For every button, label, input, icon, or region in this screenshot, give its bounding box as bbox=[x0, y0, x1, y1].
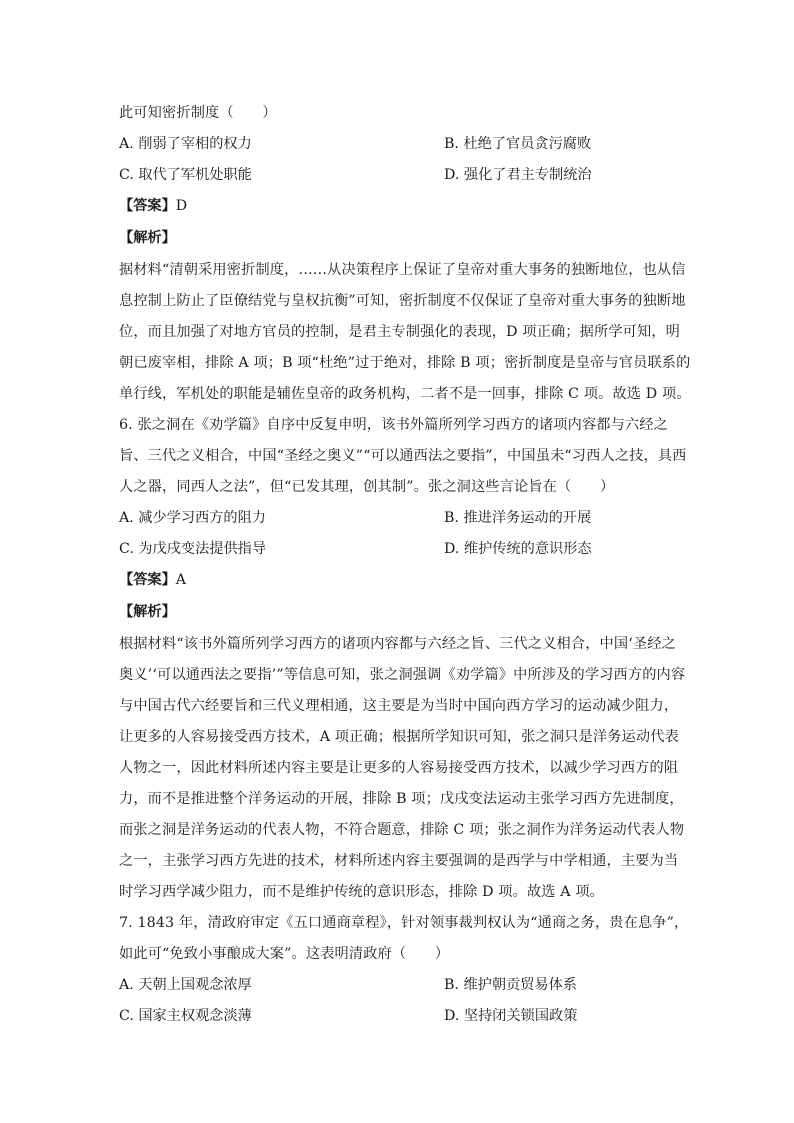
q5-analysis-line-2: 息控制上防止了臣僚结党与皇权抗衡”可知，密折制度不仅保证了皇帝对重大事务的独断地 bbox=[119, 293, 686, 309]
q6-analysis-line-9: 时学习西学减少阻力，而不是维护传统的意识形态，排除 D 项。故选 A 项。 bbox=[119, 884, 605, 900]
q6-analysis-label: 【解析】 bbox=[119, 604, 176, 620]
q6-option-c: C. 为戊戌变法提供指导 bbox=[119, 541, 267, 557]
q7-option-a: A. 天朝上国观念浓厚 bbox=[119, 977, 252, 993]
q6-analysis-line-8: 之一，主张学习西方先进的技术，材料所述内容主要强调的是西学与中学相通，主要为当 bbox=[119, 853, 679, 869]
q7-option-b: B. 维护朝贡贸易体系 bbox=[444, 977, 577, 993]
q6-analysis-line-6: 力，而不是推进整个洋务运动的开展，排除 B 项；戊戌变法运动主张学习西方先进制度， bbox=[119, 791, 684, 807]
q5-analysis-line-5: 单行线，军机处的职能是辅佐皇帝的政务机构，二者不是一回事，排除 C 项。故选 D 项。 bbox=[119, 386, 691, 402]
q5-answer-label: 【答案】 bbox=[119, 198, 176, 214]
q5-option-c: C. 取代了军机处职能 bbox=[119, 167, 252, 183]
q6-option-d: D. 维护传统的意识形态 bbox=[444, 541, 592, 557]
q6-stem-line-3: 人之器，同西人之法”，但“已发其理，创其制”。张之洞这些言论旨在（ ） bbox=[119, 479, 615, 495]
q5-analysis-line-3: 位，而且加强了对地方官员的控制，是君主专制强化的表现，D 项正确；据所学可知，明 bbox=[119, 324, 681, 340]
q7-option-c: C. 国家主权观念淡薄 bbox=[119, 1008, 252, 1024]
q5-option-d: D. 强化了君主专制统治 bbox=[444, 167, 592, 183]
q5-analysis-label: 【解析】 bbox=[119, 230, 176, 246]
q7-stem-line-2: 如此可“免致小事酿成大案”。这表明清政府（ ） bbox=[119, 946, 450, 962]
q6-stem-line-1: 6. 张之洞在《劝学篇》自序中反复申明，该书外篇所列学习西方的诸项内容都与六经之 bbox=[119, 417, 668, 433]
q5-analysis-line-1: 据材料“清朝采用密折制度，……从决策程序上保证了皇帝对重大事务的独断地位，也从信 bbox=[119, 262, 686, 278]
q6-stem-line-2: 旨、三代之义相合，中国“圣经之奥义”“可以通西法之要指”，中国虽未“习西人之技，具西 bbox=[119, 448, 687, 464]
q5-answer-value: D bbox=[175, 198, 188, 214]
q5-stem-tail: 此可知密折制度（ ） bbox=[119, 105, 277, 121]
q6-answer bbox=[119, 570, 186, 590]
q6-answer-value: A bbox=[175, 572, 187, 588]
q6-option-a: A. 减少学习西方的阻力 bbox=[119, 510, 266, 526]
q6-analysis-line-4: 让更多的人容易接受西方技术，A 项正确；根据所学知识可知，张之洞只是洋务运动代表 bbox=[119, 729, 679, 745]
q6-analysis-line-7: 而张之洞是洋务运动的代表人物，不符合题意，排除 C 项；张之洞作为洋务运动代表人物 bbox=[119, 822, 685, 838]
q6-analysis-line-2: 奥义’‘可以通西法之要指’”等信息可知，张之洞强调《劝学篇》中所涉及的学习西方的内容 bbox=[119, 667, 686, 683]
q5-option-b: B. 杜绝了官员贪污腐败 bbox=[444, 136, 592, 152]
q5-option-a: A. 削弱了宰相的权力 bbox=[119, 136, 252, 152]
q6-analysis-line-1: 根据材料“该书外篇所列学习西方的诸项内容都与六经之旨、三代之义相合，中国‘圣经之 bbox=[119, 636, 676, 652]
q7-stem-line-1: 7. 1843 年，清政府审定《五口通商章程》，针对领事裁判权认为“通商之务，贵在息争”， bbox=[119, 915, 689, 931]
q7-option-d: D. 坚持闭关锁国政策 bbox=[444, 1008, 578, 1024]
q5-analysis-line-4: 朝已废宰相，排除 A 项；B 项“杜绝”过于绝对，排除 B 项；密折制度是皇帝与官员联系的 bbox=[119, 355, 691, 371]
q5-answer bbox=[119, 196, 187, 216]
q6-answer-label: 【答案】 bbox=[119, 572, 176, 588]
q6-option-b: B. 推进洋务运动的开展 bbox=[444, 510, 592, 526]
q6-analysis-line-5: 人物之一，因此材料所述内容主要是让更多的人容易接受西方技术，以减少学习西方的阻 bbox=[119, 760, 679, 776]
q6-analysis-line-3: 与中国古代六经要旨和三代义理相通，这主要是为当时中国向西方学习的运动减少阻力， bbox=[119, 698, 679, 714]
